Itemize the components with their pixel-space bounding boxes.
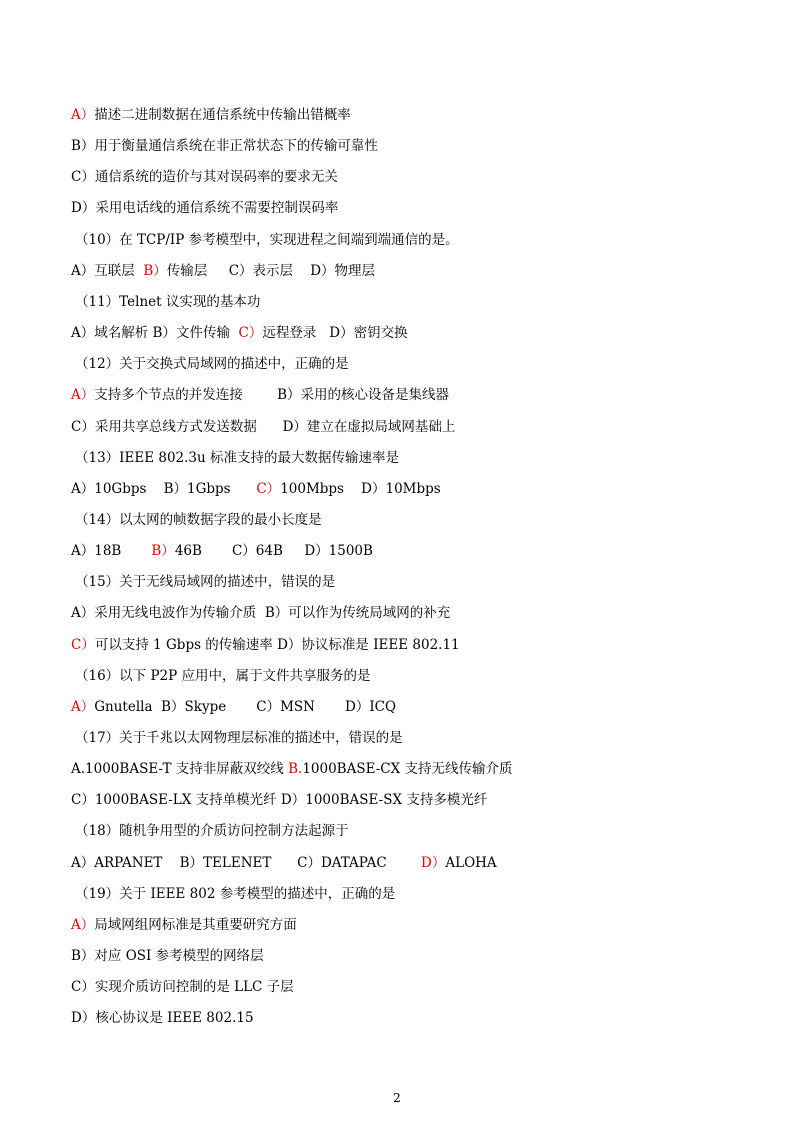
answer-option-line [71,636,460,654]
line-text: Gnutella B）Skype C）MSN D）ICQ [94,698,397,715]
answer-option-line [71,791,487,809]
answer-option-line [71,698,396,716]
line-text: （17）关于千兆以太网物理层标准的描述中，错误的是 [75,730,403,746]
question-line [75,449,399,467]
line-text: （14）以太网的帧数据字段的最小长度是 [75,511,322,528]
line-text: ALOHA [445,854,497,871]
line-text: D）核心协议是 IEEE 802.15 [71,1010,254,1027]
correct-answer-marker: B） [151,543,175,560]
line-text: 支持多个节点的并发连接 B）采用的核心设备是集线器 [94,387,450,404]
answer-option-line [71,168,338,186]
correct-answer-marker: D） [421,854,446,871]
question-line [75,885,395,903]
line-text: 可以支持 1 Gbps 的传输速率 D）协议标准是 IEEE 802.11 [94,636,460,653]
line-text: （18）随机争用型的介质访问控制方法起源于 [75,823,349,840]
line-text: 局域网组网标准是其重要研究方面 [94,916,297,933]
correct-answer-marker: A） [71,107,95,123]
correct-answer-marker: B. [288,761,303,778]
line-text: A）18B [71,543,152,560]
line-text: 100Mbps D）10Mbps [280,480,441,497]
correct-answer-marker: C） [238,325,263,342]
question-line [75,231,459,249]
line-text: B）对应 OSI 参考模型的网络层 [71,948,264,965]
correct-answer-marker: A） [71,387,95,404]
answer-option-line [71,137,378,155]
line-text: A）互联层 [71,262,144,279]
answer-option-line [71,854,497,872]
line-text: C）通信系统的造价与其对误码率的要求无关 [71,169,338,186]
answer-option-line [71,418,455,436]
line-text: C）采用共享总线方式发送数据 D）建立在虚拟局域网基础上 [71,418,456,435]
line-text: A.1000BASE-T 支持非屏蔽双绞线 [71,761,289,778]
line-text: B）用于衡量通信系统在非正常状态下的传输可靠性 [71,138,378,155]
answer-option-line [71,262,375,280]
line-text: C）实现介质访问控制的是 LLC 子层 [71,979,294,996]
line-text: A）域名解析 B）文件传输 [71,325,239,342]
line-text: D）采用电话线的通信系统不需要控制误码率 [71,200,339,217]
answer-option-line [71,106,351,124]
line-text: 远程登录 D）密钥交换 [262,325,408,342]
question-line [75,511,322,529]
line-text: （12）关于交换式局域网的描述中，正确的是 [75,356,349,373]
line-text: （19）关于 IEEE 802 参考模型的描述中，正确的是 [75,885,396,902]
correct-answer-marker: C） [71,636,95,653]
question-line [75,729,403,747]
answer-option-line [71,542,373,560]
line-text: 1000BASE-CX 支持无线传输介质 [302,761,513,778]
answer-option-line [71,1009,254,1027]
line-text: A）ARPANET B）TELENET C）DATAPAC [71,854,422,871]
line-text: 46B C）64B D）1500B [174,543,373,560]
question-line [75,293,260,311]
answer-option-line [71,480,441,498]
line-text: 描述二进制数据在通信系统中传输出错概率 [94,107,351,123]
line-text: （11）Telnet 议实现的基本功 [75,293,261,310]
answer-option-line [71,386,449,404]
line-text: A）采用无线电波作为传输介质 B）可以作为传统局域网的补充 [71,605,451,622]
answer-option-line [71,978,294,996]
correct-answer-marker: C） [256,480,281,497]
line-text: （16）以下 P2P 应用中，属于文件共享服务的是 [75,667,371,684]
line-text: 传输层 C）表示层 D）物理层 [166,262,376,279]
line-text: （13）IEEE 802.3u 标准支持的最大数据传输速率是 [75,449,399,466]
correct-answer-marker: B） [143,262,167,279]
answer-option-line [71,199,338,217]
answer-option-line [71,604,450,622]
page-number: 2 [393,1091,401,1105]
question-line [75,573,335,591]
line-text: （15）关于无线局域网的描述中，错误的是 [75,574,336,591]
line-text: C）1000BASE-LX 支持单模光纤 D）1000BASE-SX 支持多模光纤 [71,792,488,809]
answer-option-line [71,324,408,342]
line-text: A）10Gbps B）1Gbps [71,480,257,497]
answer-option-line [71,947,264,965]
correct-answer-marker: A） [71,698,95,715]
question-line [75,822,349,840]
correct-answer-marker: A） [71,916,95,933]
answer-option-line [71,760,513,778]
answer-option-line [71,916,297,934]
line-text: （10）在 TCP/IP 参考模型中，实现进程之间端到端通信的是。 [75,231,459,248]
question-line [75,355,349,373]
question-line [75,667,371,685]
